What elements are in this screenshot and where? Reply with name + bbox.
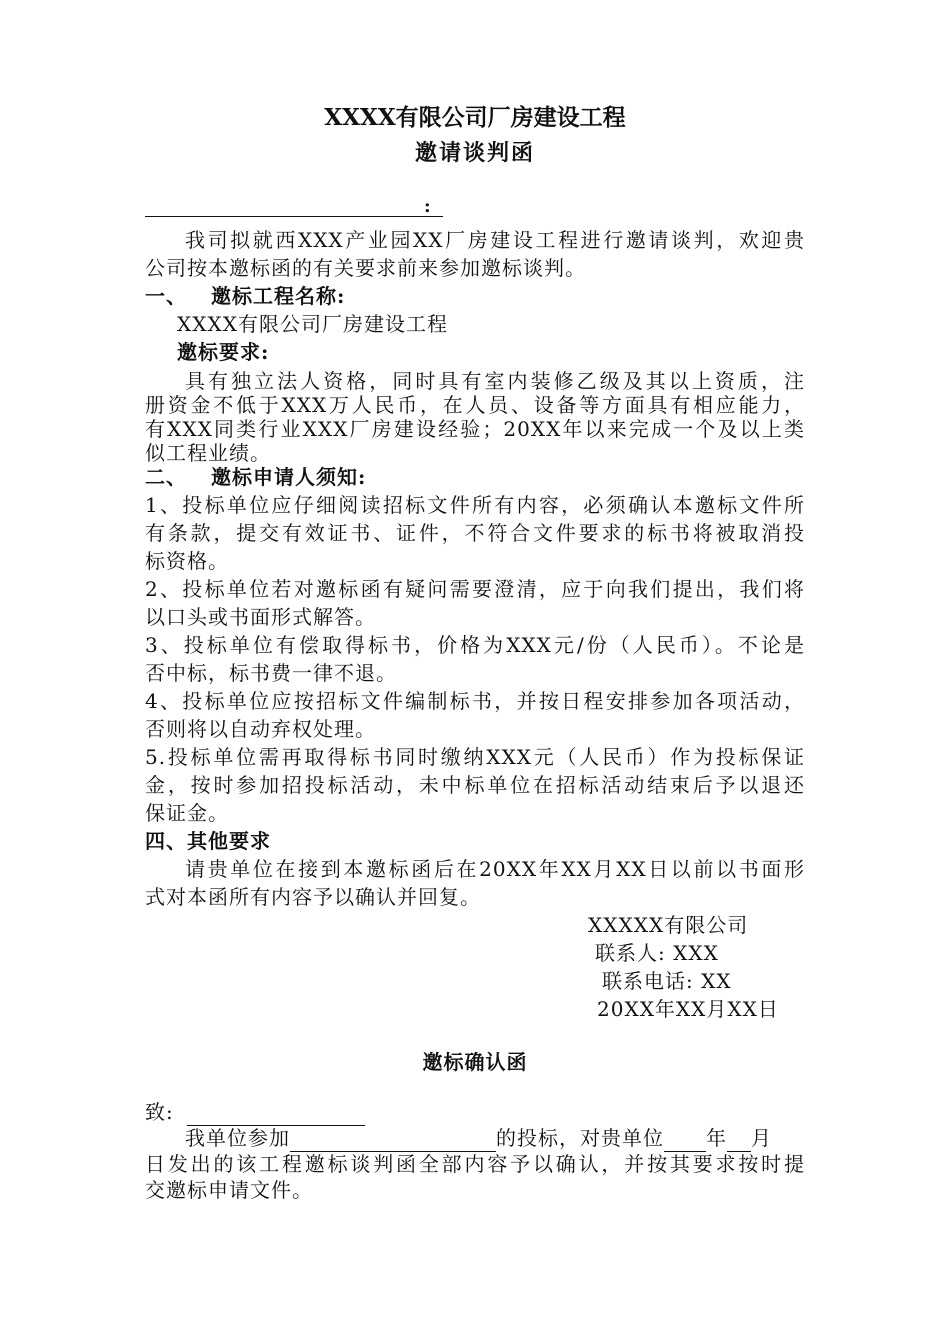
section-2-heading [145, 463, 366, 491]
notice-line-11: 金，按时参加招投标活动，未中标单位在招标活动结束后予以退还 [145, 773, 805, 797]
confirm-month-blank [727, 1129, 751, 1152]
addressee-blank [145, 216, 443, 217]
document-title: XXXX有限公司厂房建设工程 [324, 104, 626, 131]
section-2-title: 邀标申请人须知: [211, 465, 367, 489]
confirm-line-3: 交邀标申请文件。 [145, 1178, 313, 1202]
other-line-2: 式对本函所有内容予以确认并回复。 [145, 885, 481, 909]
addressee-colon: : [424, 196, 431, 217]
project-name: XXXX有限公司厂房建设工程 [177, 312, 448, 336]
section-2-number: 二、 [145, 465, 187, 489]
notice-line-4: 2、投标单位若对邀标函有疑问需要澄清，应于向我们提出，我们将 [145, 577, 805, 601]
confirm-line-1-c: 年 [706, 1126, 727, 1150]
confirm-title: 邀标确认函 [422, 1050, 528, 1074]
notice-line-5: 以口头或书面形式解答。 [145, 605, 376, 629]
notice-line-6: 3、投标单位有偿取得标书，价格为XXX元/份（人民币）。不论是 [145, 633, 805, 657]
requirements-line-3: 有XXX同类行业XXX厂房建设经验；20XX年以来完成一个及以上类 [145, 417, 805, 441]
section-1-number: 一、 [145, 284, 187, 308]
notice-line-3: 标资格。 [145, 549, 229, 573]
notice-line-12: 保证金。 [145, 801, 229, 825]
document-subtitle: 邀请谈判函 [414, 140, 535, 166]
confirm-line-1-d: 月 [751, 1126, 772, 1150]
requirements-line-1: 具有独立法人资格，同时具有室内装修乙级及其以上资质，注 [185, 369, 805, 393]
notice-line-7: 否中标，标书费一律不退。 [145, 661, 397, 685]
intro-line-2: 公司按本邀标函的有关要求前来参加邀标谈判。 [145, 256, 586, 280]
sign-company: XXXXX有限公司 [588, 913, 749, 937]
section-1-title: 邀标工程名称: [211, 284, 346, 308]
confirm-year-blank [664, 1129, 706, 1152]
notice-line-8: 4、投标单位应按招标文件编制标书，并按日程安排参加各项活动， [145, 689, 805, 713]
sign-contact: 联系人: XXX [595, 941, 719, 965]
confirm-to-blank [187, 1103, 365, 1126]
confirm-line-1-a: 我单位参加 [185, 1126, 290, 1150]
confirm-line-1 [185, 1124, 772, 1152]
requirements-line-2: 册资金不低于XXX万人民币，在人员、设备等方面具有相应能力， [145, 393, 805, 417]
confirm-line-1-b: 的投标，对贵单位 [496, 1126, 664, 1150]
notice-line-1: 1、投标单位应仔细阅读招标文件所有内容，必须确认本邀标文件所 [145, 493, 805, 517]
section-1-heading [145, 282, 345, 310]
requirements-line-4: 似工程业绩。 [145, 441, 271, 465]
confirm-to-line [145, 1098, 365, 1126]
other-line-1: 请贵单位在接到本邀标函后在20XX年XX月XX日以前以书面形 [185, 857, 805, 881]
intro-line-1: 我司拟就西XXX产业园XX厂房建设工程进行邀请谈判，欢迎贵 [185, 228, 805, 252]
sign-phone: 联系电话: XX [602, 969, 732, 993]
confirm-line-2: 日发出的该工程邀标谈判函全部内容予以确认，并按其要求按时提 [145, 1152, 805, 1176]
requirements-title: 邀标要求: [177, 340, 270, 364]
notice-line-10: 5.投标单位需再取得标书同时缴纳XXX元（人民币）作为投标保证 [145, 745, 805, 769]
confirm-to-label: 致: [145, 1100, 174, 1124]
sign-date: 20XX年XX月XX日 [597, 997, 779, 1021]
notice-line-2: 有条款，提交有效证书、证件，不符合文件要求的标书将被取消投 [145, 521, 805, 545]
notice-line-9: 否则将以自动弃权处理。 [145, 717, 376, 741]
section-4-heading: 四、其他要求 [145, 829, 271, 853]
confirm-project-blank [290, 1129, 496, 1152]
